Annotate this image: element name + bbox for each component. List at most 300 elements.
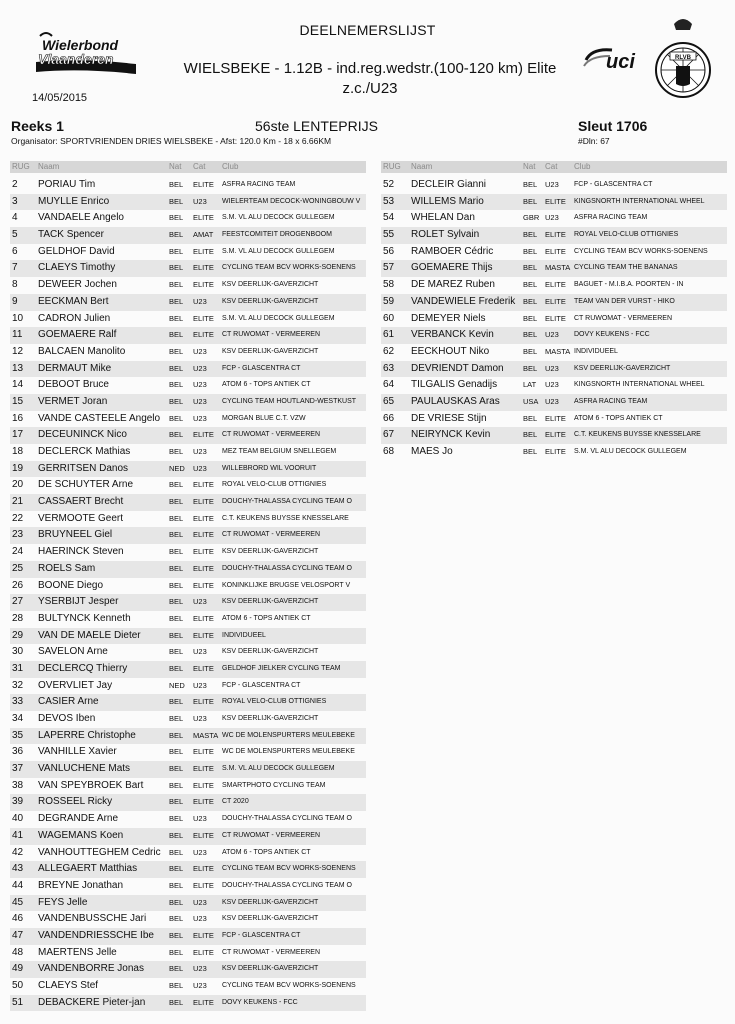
rider-naam: BREYNE Jonathan — [38, 879, 124, 891]
rider-naam: PAULAUSKAS Aras — [411, 395, 500, 407]
rider-rug: 63 — [383, 362, 395, 374]
rider-cat: ELITE — [193, 997, 214, 1007]
rider-rug: 53 — [383, 195, 395, 207]
col-club: Club — [574, 162, 591, 171]
rider-row — [10, 878, 366, 895]
rider-nat: BEL — [169, 497, 184, 507]
rider-naam: WHELAN Dan — [411, 212, 475, 224]
rider-nat: BEL — [523, 447, 538, 456]
rider-naam: MAES Jo — [411, 446, 453, 457]
rider-row — [381, 444, 727, 461]
rider-row — [10, 578, 366, 595]
rider-rug: 40 — [12, 813, 24, 825]
rider-naam: BRUYNEEL Giel — [38, 529, 113, 541]
rider-cat: U23 — [193, 346, 207, 356]
rider-cat: U23 — [193, 363, 207, 373]
rider-club: MEZ TEAM BELGIUM SNELLEGEM — [222, 448, 337, 455]
rider-naam: VERMET Joran — [38, 395, 108, 407]
rider-cat: U23 — [193, 447, 207, 456]
rider-row — [10, 794, 366, 811]
rider-rug: 47 — [12, 929, 24, 941]
rider-naam: VANDENDRIESSCHE Ibe — [38, 929, 154, 941]
rider-cat: ELITE — [193, 930, 214, 940]
rider-rug: 48 — [12, 946, 24, 958]
rider-club: ATOM 6 - TOPS ANTIEK CT — [574, 414, 663, 422]
rider-naam: EECKHOUT Niko — [411, 345, 490, 357]
rider-row — [10, 644, 366, 661]
rider-row — [10, 778, 366, 795]
rider-club: CT RUWOMAT - VERMEEREN — [574, 314, 673, 322]
rider-club: CYCLING TEAM BCV WORKS-SOENENS — [574, 247, 708, 255]
svg-text:RLVB: RLVB — [675, 55, 691, 61]
rider-naam: RAMBOER Cédric — [411, 245, 494, 257]
rider-club: C.T. KEUKENS BUYSSE KNESSELARE — [574, 431, 701, 439]
rider-rug: 3 — [12, 195, 18, 207]
organizer-info: Organisator: SPORTVRIENDEN DRIES WIELSBEKE - Afst: 120.0 Km - 18 x 6.66KM — [11, 136, 332, 146]
race-category: z.c./U23 — [342, 80, 398, 97]
race-edition: 56ste LENTEPRIJS — [255, 118, 378, 134]
rider-nat: BEL — [169, 864, 184, 874]
rider-row — [10, 394, 366, 411]
rider-rug: 66 — [383, 412, 395, 424]
rider-rug: 11 — [12, 329, 23, 341]
rider-cat: U23 — [193, 680, 207, 690]
rider-rug: 27 — [12, 596, 24, 608]
rider-nat: BEL — [523, 413, 538, 423]
rider-naam: DEMEYER Niels — [411, 312, 486, 324]
rider-club: CT RUWOMAT - VERMEEREN — [222, 431, 321, 439]
rider-nat: BEL — [169, 213, 184, 223]
rider-cat: U23 — [545, 363, 559, 373]
rider-club: ROYAL VELO-CLUB OTTIGNIES — [222, 481, 327, 489]
rider-club: ASFRA RACING TEAM — [574, 214, 648, 222]
rider-row — [10, 711, 366, 728]
rider-naam: MUYLLE Enrico — [38, 195, 110, 207]
rider-row — [10, 511, 366, 528]
rider-naam: DEBOOT Bruce — [38, 379, 109, 391]
rider-cat: ELITE — [545, 196, 566, 206]
rider-rug: 9 — [12, 295, 18, 307]
rider-nat: BEL — [169, 730, 184, 740]
rider-rug: 68 — [383, 446, 395, 457]
rider-rug: 5 — [12, 229, 18, 241]
rider-cat: AMAT — [193, 230, 214, 240]
rider-naam: YSERBIJT Jesper — [38, 596, 119, 608]
rider-nat: BEL — [169, 413, 184, 423]
series-label: Reeks 1 — [11, 118, 64, 134]
rider-row — [10, 361, 366, 378]
rider-nat: BEL — [523, 246, 538, 256]
rider-cat: ELITE — [193, 430, 214, 440]
rider-row — [10, 294, 366, 311]
rider-nat: BEL — [169, 296, 184, 306]
rider-rug: 50 — [12, 980, 24, 991]
rider-naam: DEVRIENDT Damon — [411, 362, 504, 374]
rider-club: CYCLING TEAM HOUTLAND-WESTKUST — [222, 397, 357, 405]
rider-row — [10, 961, 366, 978]
rider-naam: DE SCHUYTER Arne — [38, 479, 134, 491]
participant-count: #Dln: 67 — [578, 136, 610, 146]
rider-club: KSV DEERLIJK-GAVERZICHT — [222, 715, 319, 722]
rlvb-crest-logo — [654, 14, 712, 106]
rider-club: KINGSNORTH INTERNATIONAL WHEEL — [574, 381, 705, 389]
rider-row — [10, 594, 366, 611]
rider-cat: ELITE — [545, 280, 566, 290]
rider-row — [10, 527, 366, 544]
rider-rug: 45 — [12, 896, 24, 908]
rider-nat: BEL — [523, 363, 538, 373]
rider-cat: ELITE — [193, 530, 214, 540]
rider-nat: BEL — [523, 196, 538, 206]
rider-row — [10, 828, 366, 845]
rider-nat: LAT — [523, 380, 537, 390]
rider-nat: BEL — [523, 180, 538, 189]
rider-table-right — [381, 177, 727, 461]
rider-naam: LAPERRE Christophe — [38, 729, 136, 741]
rider-rug: 32 — [12, 679, 24, 691]
rider-rug: 41 — [12, 829, 24, 841]
rider-rug: 14 — [12, 379, 24, 391]
rider-row — [381, 377, 727, 394]
rider-nat: BEL — [169, 580, 184, 590]
rider-rug: 62 — [383, 345, 395, 357]
rider-rug: 67 — [383, 429, 395, 441]
rider-row — [10, 895, 366, 912]
rider-naam: VANDENBUSSCHE Jari — [38, 913, 147, 925]
rider-cat: U23 — [193, 296, 207, 306]
rider-nat: BEL — [169, 313, 184, 323]
rider-rug: 51 — [12, 996, 24, 1008]
rider-nat: BEL — [523, 280, 538, 290]
rider-row — [10, 678, 366, 695]
rider-cat: U23 — [193, 964, 207, 974]
rider-nat: BEL — [169, 280, 184, 290]
rider-naam: FEYS Jelle — [38, 896, 88, 908]
rider-club: FEESTCOMITEIT DROGENBOOM — [222, 231, 332, 239]
rider-row — [10, 911, 366, 928]
rider-naam: GELDHOF David — [38, 245, 115, 257]
rider-club: KSV DEERLIJK-GAVERZICHT — [222, 281, 319, 289]
rider-naam: HAERINCK Steven — [38, 546, 124, 558]
rider-club: CYCLING TEAM BCV WORKS-SOENENS — [222, 264, 356, 272]
rider-club: BAGUET - M.I.B.A. POORTEN - IN — [574, 281, 684, 289]
rider-nat: USA — [523, 396, 539, 406]
rider-naam: ROSSEEL Ricky — [38, 796, 113, 808]
rider-naam: BOONE Diego — [38, 579, 104, 591]
rider-row — [381, 311, 727, 328]
rider-cat: U23 — [193, 396, 207, 406]
rider-rug: 24 — [12, 546, 24, 558]
rider-club: SMARTPHOTO CYCLING TEAM — [222, 781, 326, 789]
rider-nat: NED — [169, 680, 185, 690]
rider-row — [10, 544, 366, 561]
rider-nat: BEL — [169, 346, 184, 356]
rider-club: C.T. KEUKENS BUYSSE KNESSELARE — [222, 514, 349, 522]
rider-nat: BEL — [169, 747, 184, 757]
rider-nat: BEL — [169, 847, 184, 857]
rider-nat: BEL — [169, 981, 184, 990]
rider-row — [381, 344, 727, 361]
rider-naam: MAERTENS Jelle — [38, 946, 117, 958]
svg-text:Wielerbond: Wielerbond — [42, 37, 119, 53]
rider-cat: MASTA — [193, 730, 219, 740]
rider-row — [10, 978, 366, 995]
rider-nat: BEL — [169, 196, 184, 206]
rider-rug: 52 — [383, 179, 395, 190]
rider-club: CYCLING TEAM THE BANANAS — [574, 264, 678, 272]
rider-club: MORGAN BLUE C.T. VZW — [222, 414, 306, 422]
rider-nat: BEL — [169, 697, 184, 707]
rider-cat: ELITE — [193, 613, 214, 623]
rider-rug: 43 — [12, 863, 24, 875]
rider-row — [381, 260, 727, 277]
rider-naam: CADRON Julien — [38, 312, 111, 324]
rider-nat: BEL — [169, 663, 184, 673]
rider-naam: VANLUCHENE Mats — [38, 763, 131, 775]
rider-club: FCP - GLASCENTRA CT — [222, 681, 301, 689]
rider-cat: U23 — [545, 213, 559, 223]
rider-naam: ALLEGAERT Matthias — [38, 863, 138, 875]
rider-row — [10, 761, 366, 778]
rider-naam: CLAEYS Timothy — [38, 262, 116, 274]
rider-nat: BEL — [169, 714, 184, 723]
rider-cat: ELITE — [193, 630, 214, 640]
rider-cat: ELITE — [545, 430, 566, 440]
rider-row — [381, 277, 727, 294]
svg-text:Vlaanderen: Vlaanderen — [38, 51, 114, 67]
rider-club: KSV DEERLIJK-GAVERZICHT — [574, 364, 671, 372]
rider-nat: BEL — [169, 797, 184, 807]
rider-rug: 2 — [12, 179, 18, 190]
rider-club: KSV DEERLIJK-GAVERZICHT — [222, 648, 319, 656]
rider-naam: DE MAREZ Ruben — [411, 279, 495, 291]
rider-row — [10, 845, 366, 862]
rider-club: KSV DEERLIJK-GAVERZICHT — [222, 898, 319, 906]
rider-club: DOUCHY-THALASSA CYCLING TEAM O — [222, 498, 352, 506]
rider-club: FCP - GLASCENTRA CT — [574, 181, 653, 188]
rider-club: CT RUWOMAT - VERMEEREN — [222, 831, 321, 839]
rider-rug: 8 — [12, 279, 18, 291]
rider-cat: U23 — [193, 714, 207, 723]
uci-logo — [582, 40, 656, 80]
rider-club: INDIVIDUEEL — [222, 631, 266, 639]
rider-rug: 54 — [383, 212, 395, 224]
rider-cat: ELITE — [193, 780, 214, 790]
rider-club: S.M. VL ALU DECOCK GULLEGEM — [574, 448, 687, 455]
rider-cat: ELITE — [545, 413, 566, 423]
rider-row — [10, 494, 366, 511]
rider-row — [10, 744, 366, 761]
rider-naam: VAN SPEYBROEK Bart — [38, 779, 144, 791]
rider-cat: ELITE — [545, 447, 566, 456]
rider-nat: BEL — [523, 230, 538, 240]
rider-rug: 30 — [12, 646, 24, 658]
rider-rug: 34 — [12, 713, 24, 724]
rider-club: FCP - GLASCENTRA CT — [222, 931, 301, 939]
rider-naam: VANDAELE Angelo — [38, 212, 124, 224]
rider-naam: PORIAU Tim — [38, 179, 96, 190]
rider-rug: 56 — [383, 245, 395, 257]
rider-nat: BEL — [169, 947, 184, 957]
rider-club: CT RUWOMAT - VERMEEREN — [222, 948, 321, 956]
rider-club: KSV DEERLIJK-GAVERZICHT — [222, 347, 319, 355]
rider-naam: BALCAEN Manolito — [38, 345, 126, 357]
rider-club: ATOM 6 - TOPS ANTIEK CT — [222, 614, 311, 622]
rider-club: ROYAL VELO-CLUB OTTIGNIES — [574, 231, 679, 239]
rider-nat: BEL — [169, 647, 184, 657]
rider-naam: DECLEIR Gianni — [411, 179, 487, 190]
rider-naam: GERRITSEN Danos — [38, 462, 129, 474]
rider-cat: ELITE — [193, 513, 214, 523]
rider-row — [10, 477, 366, 494]
rider-nat: BEL — [169, 230, 184, 240]
rider-club: DOUCHY-THALASSA CYCLING TEAM O — [222, 881, 352, 889]
rider-nat: BEL — [169, 997, 184, 1007]
rider-cat: ELITE — [545, 313, 566, 323]
rider-cat: ELITE — [193, 663, 214, 673]
rider-row — [10, 411, 366, 428]
rider-naam: BULTYNCK Kenneth — [38, 612, 131, 624]
rider-nat: BEL — [169, 530, 184, 540]
rider-nat: BEL — [523, 313, 538, 323]
rider-rug: 20 — [12, 479, 24, 491]
rider-naam: EECKMAN Bert — [38, 295, 109, 307]
rider-naam: CLAEYS Stef — [38, 980, 99, 991]
rider-nat: BEL — [523, 330, 538, 340]
rider-cat: ELITE — [193, 797, 214, 807]
rider-rug: 26 — [12, 579, 24, 591]
rider-naam: NEIRYNCK Kevin — [411, 429, 491, 441]
rider-club: S.M. VL ALU DECOCK GULLEGEM — [222, 214, 335, 222]
rider-nat: BEL — [169, 830, 184, 840]
rider-row — [10, 861, 366, 878]
print-date: 14/05/2015 — [32, 92, 88, 104]
rider-nat: BEL — [169, 330, 184, 340]
rider-naam: GOEMAERE Thijs — [411, 262, 493, 274]
rider-row — [10, 244, 366, 261]
rider-club: ASFRA RACING TEAM — [574, 397, 648, 405]
rider-nat: BEL — [169, 814, 184, 824]
rider-nat: BEL — [169, 897, 184, 907]
rider-club: CT RUWOMAT - VERMEEREN — [222, 331, 321, 339]
rider-cat: U23 — [545, 396, 559, 406]
rider-cat: U23 — [193, 847, 207, 857]
rider-cat: U23 — [545, 330, 559, 340]
rider-club: KONINKLIJKE BRUGSE VELOSPORT V — [222, 581, 351, 589]
rider-nat: BEL — [169, 263, 184, 273]
rider-row — [10, 277, 366, 294]
rider-club: CYCLING TEAM BCV WORKS-SOENENS — [222, 982, 356, 989]
rider-rug: 18 — [12, 446, 24, 457]
rider-naam: VANDE CASTEELE Angelo — [38, 412, 161, 424]
rider-cat: ELITE — [545, 246, 566, 256]
wielerbond-vlaanderen-logo — [32, 28, 140, 78]
rider-rug: 25 — [12, 562, 24, 574]
column-header-right — [381, 161, 727, 173]
rider-rug: 35 — [12, 729, 24, 741]
rider-cat: ELITE — [193, 580, 214, 590]
rider-rug: 60 — [383, 312, 395, 324]
rider-cat: U23 — [193, 413, 207, 423]
rider-row — [10, 260, 366, 277]
rider-cat: U23 — [545, 180, 559, 189]
rider-row — [10, 377, 366, 394]
rider-row — [10, 661, 366, 678]
rider-club: CT RUWOMAT - VERMEEREN — [222, 531, 321, 539]
rider-row — [10, 227, 366, 244]
rider-cat: ELITE — [193, 880, 214, 890]
rider-naam: DECLERCK Mathias — [38, 446, 131, 457]
rider-row — [381, 177, 727, 194]
rider-nat: BEL — [523, 263, 538, 273]
rider-naam: VANDEWIELE Frederik — [411, 295, 516, 307]
rider-rug: 61 — [383, 329, 395, 341]
rider-cat: ELITE — [193, 313, 214, 323]
rider-naam: VERBANCK Kevin — [411, 329, 494, 341]
rider-rug: 17 — [12, 429, 24, 441]
rider-nat: BEL — [169, 447, 184, 456]
rider-naam: DERMAUT Mike — [38, 362, 112, 374]
rider-rug: 65 — [383, 395, 395, 407]
rider-row — [381, 244, 727, 261]
rider-rug: 29 — [12, 629, 24, 641]
rider-table-left — [10, 177, 366, 1011]
rider-row — [381, 394, 727, 411]
rider-club: KSV DEERLIJK-GAVERZICHT — [222, 915, 319, 923]
rider-rug: 6 — [12, 245, 18, 257]
rider-cat: ELITE — [193, 330, 214, 340]
rider-cat: ELITE — [193, 830, 214, 840]
rider-cat: U23 — [193, 981, 207, 990]
rider-nat: GBR — [523, 213, 540, 223]
rider-nat: BEL — [169, 630, 184, 640]
rider-rug: 12 — [12, 345, 24, 357]
rider-club: CT 2020 — [222, 798, 249, 806]
rider-row — [381, 194, 727, 211]
rider-rug: 19 — [12, 462, 24, 474]
rider-nat: BEL — [169, 764, 184, 774]
rider-rug: 7 — [12, 262, 18, 274]
rider-cat: U23 — [193, 814, 207, 824]
rider-rug: 21 — [12, 496, 24, 508]
rider-cat: U23 — [193, 597, 207, 607]
rider-row — [10, 194, 366, 211]
rider-cat: U23 — [193, 463, 207, 473]
rider-row — [381, 227, 727, 244]
rider-club: TEAM VAN DER VURST - HIKO — [574, 297, 675, 305]
rider-cat: ELITE — [193, 280, 214, 290]
rider-club: KSV DEERLIJK-GAVERZICHT — [222, 297, 319, 305]
rider-club: WC DE MOLENSPURTERS MEULEBEKE — [222, 731, 355, 739]
rider-club: INDIVIDUEEL — [574, 347, 618, 355]
rider-row — [10, 811, 366, 828]
rider-row — [10, 611, 366, 628]
rider-rug: 42 — [12, 846, 24, 858]
rider-row — [381, 210, 727, 227]
rider-cat: ELITE — [193, 213, 214, 223]
rider-naam: DE VRIESE Stijn — [411, 412, 487, 424]
rider-club: WILLEBRORD WIL VOORUIT — [222, 464, 317, 472]
rider-naam: DECEUNINCK Nico — [38, 429, 127, 441]
rider-cat: ELITE — [193, 180, 214, 189]
col-rug: RUG — [12, 162, 30, 171]
rider-club: FCP - GLASCENTRA CT — [222, 364, 301, 372]
rider-club: WC DE MOLENSPURTERS MEULEBEKE — [222, 748, 355, 756]
rider-naam: OVERVLIET Jay — [38, 679, 113, 691]
rider-club: GELDHOF JIELKER CYCLING TEAM — [222, 664, 341, 672]
rider-club: DOVY KEUKENS - FCC — [574, 331, 650, 339]
svg-text:uci: uci — [606, 51, 635, 73]
